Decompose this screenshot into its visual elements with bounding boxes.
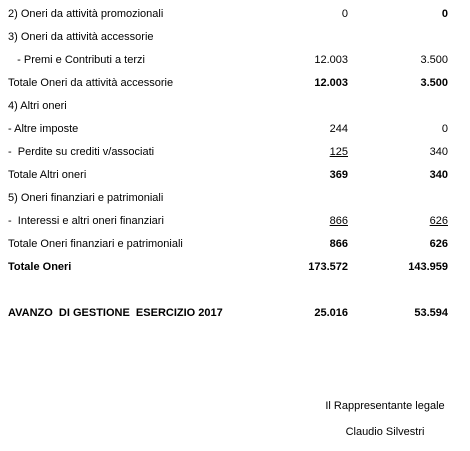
row-oneri-promozionali: [0, 6, 470, 22]
row-premi-contributi: [0, 52, 470, 68]
value-2017: 12.003: [314, 54, 348, 66]
row-label: - Perdite su crediti v/associati: [8, 146, 155, 158]
value-2016: 143.959: [408, 261, 448, 273]
value-2016: 340: [429, 169, 448, 181]
value-2017: 125: [329, 146, 348, 158]
row-totale-oneri: [0, 259, 470, 275]
value-2016: 0: [441, 123, 448, 135]
value-2016: 3.500: [420, 54, 448, 66]
row-label: - Premi e Contributi a terzi: [8, 54, 145, 66]
row-avanzo-gestione: [0, 305, 470, 321]
value-2017: 369: [329, 169, 348, 181]
value-2016: 3.500: [420, 77, 448, 89]
row-altre-imposte: [0, 121, 470, 137]
section-heading: 5) Oneri finanziari e patrimoniali: [8, 192, 164, 204]
value-2016: 0: [441, 8, 448, 20]
value-2017: 0: [341, 8, 348, 20]
row-label: - Interessi e altri oneri finanziari: [8, 215, 164, 227]
row-totale-oneri-accessorie: [0, 75, 470, 91]
row-label: - Altre imposte: [8, 123, 79, 135]
row-oneri-finanziari-heading: [0, 190, 470, 206]
value-2017: 25.016: [314, 307, 348, 319]
value-2017: 866: [329, 238, 348, 250]
value-2017: 12.003: [314, 77, 348, 89]
value-2016: 626: [429, 238, 448, 250]
row-label: 2) Oneri da attività promozionali: [8, 8, 164, 20]
value-2017: 244: [329, 123, 348, 135]
row-label: Totale Oneri finanziari e patrimoniali: [8, 238, 183, 250]
signature-name: Claudio Silvestri: [345, 426, 425, 438]
row-totale-altri-oneri: [0, 167, 470, 183]
row-oneri-accessorie-heading: [0, 29, 470, 45]
section-heading: 4) Altri oneri: [8, 100, 67, 112]
value-2017: 866: [329, 215, 348, 227]
row-label: Totale Oneri: [8, 261, 72, 273]
row-label: Totale Oneri da attività accessorie: [8, 77, 174, 89]
signature-role: Il Rappresentante legale: [325, 400, 445, 412]
value-2016: 53.594: [414, 307, 448, 319]
value-2016: 626: [429, 215, 448, 227]
row-perdite-crediti: [0, 144, 470, 160]
row-label: AVANZO DI GESTIONE ESERCIZIO 2017: [8, 307, 223, 319]
value-2017: 173.572: [308, 261, 348, 273]
row-altri-oneri-heading: [0, 98, 470, 114]
row-interessi-oneri-finanziari: [0, 213, 470, 229]
row-totale-oneri-finanziari: [0, 236, 470, 252]
section-heading: 3) Oneri da attività accessorie: [8, 31, 154, 43]
row-label: Totale Altri oneri: [8, 169, 87, 181]
value-2016: 340: [429, 146, 448, 158]
